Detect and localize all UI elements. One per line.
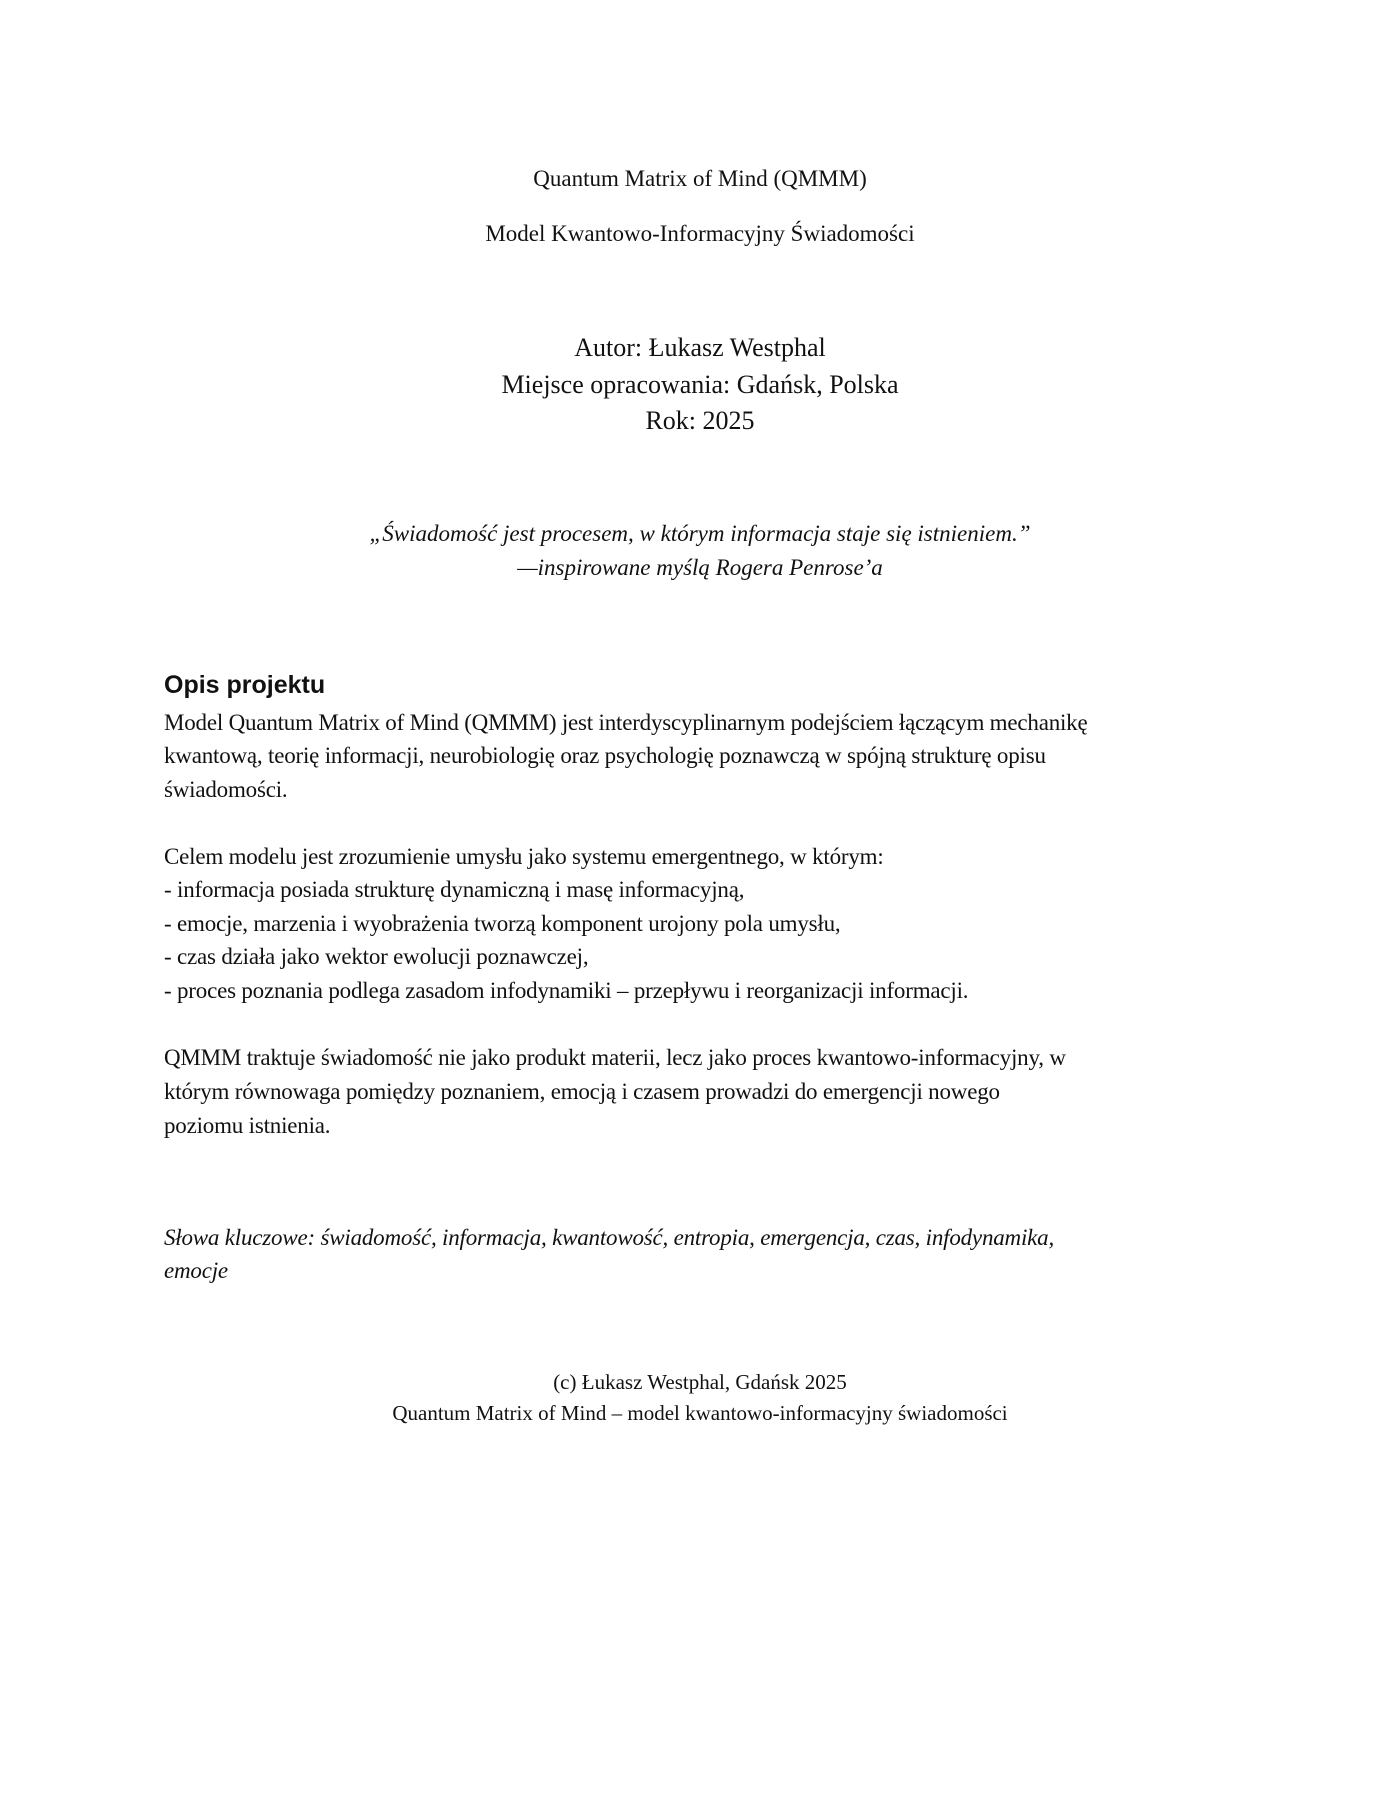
footer-copyright: (c) Łukasz Westphal, Gdańsk 2025 — [553, 1370, 847, 1394]
year-line: Rok: 2025 — [645, 406, 755, 435]
author-line: Autor: Łukasz Westphal — [574, 333, 826, 362]
paragraph-line: Model Quantum Matrix of Mind (QMMM) jest interdyscyplinarnym podejściem łączącym mechanikę — [164, 710, 1088, 735]
paragraph-line: świadomości. — [164, 777, 288, 802]
document-title: Quantum Matrix of Mind (QMMM) — [533, 166, 867, 191]
epigraph-attribution: —inspirowane myślą Rogera Penrose’a — [517, 555, 883, 580]
keywords-line: emocje — [164, 1258, 228, 1283]
footer-subtitle: Quantum Matrix of Mind – model kwantowo-informacyjny świadomości — [392, 1401, 1008, 1425]
bullet-item: - czas działa jako wektor ewolucji poznawczej, — [164, 944, 589, 969]
place-line: Miejsce opracowania: Gdańsk, Polska — [501, 370, 899, 399]
paragraph-line: poziomu istnienia. — [164, 1113, 331, 1138]
section-heading: Opis projektu — [164, 671, 326, 699]
paragraph-line: QMMM traktuje świadomość nie jako produkt materii, lecz jako proces kwantowo-informacyjny, w — [164, 1045, 1066, 1070]
bullet-item: - emocje, marzenia i wyobrażenia tworzą komponent urojony pola umysłu, — [164, 911, 841, 936]
bullet-item: - proces poznania podlega zasadom infodynamiki – przepływu i reorganizacji informacji. — [164, 978, 969, 1003]
paragraph-line: kwantową, teorię informacji, neurobiologię oraz psychologię poznawczą w spójną strukturę opisu — [164, 743, 1046, 768]
bullet-item: - informacja posiada strukturę dynamiczną i masę informacyjną, — [164, 877, 745, 902]
paragraph-intro: Celem modelu jest zrozumienie umysłu jako systemu emergentnego, w którym: — [164, 844, 884, 869]
document-subtitle: Model Kwantowo-Informacyjny Świadomości — [485, 221, 915, 246]
epigraph-quote: „Świadomość jest procesem, w którym informacja staje się istnieniem.” — [369, 521, 1031, 546]
keywords-line: Słowa kluczowe: świadomość, informacja, kwantowość, entropia, emergencja, czas, infodynamika, — [164, 1225, 1055, 1250]
paragraph-line: którym równowaga pomiędzy poznaniem, emocją i czasem prowadzi do emergencji nowego — [164, 1079, 1000, 1104]
